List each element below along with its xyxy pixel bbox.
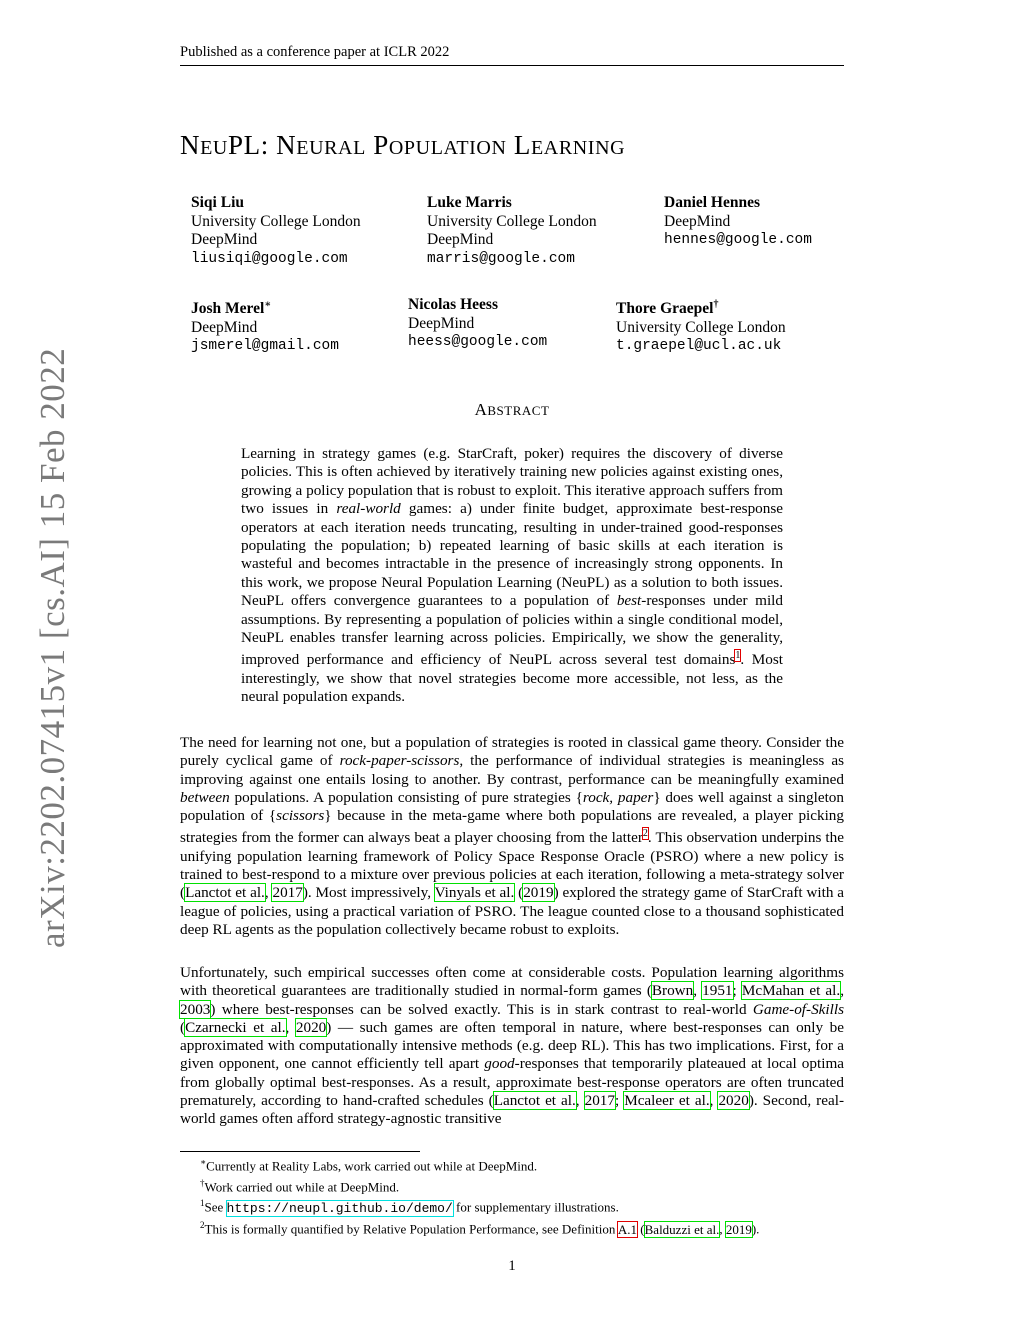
arxiv-identifier: arXiv:2202.07415v1 [cs.AI] 15 Feb 2022 <box>33 347 72 948</box>
citation-link[interactable]: Mcaleer et al. <box>624 1092 710 1110</box>
demo-url-link[interactable]: https://neupl.github.io/demo/ <box>226 1200 453 1216</box>
author-affiliation: University College London <box>191 212 361 230</box>
author-name: Thore Graepel† <box>616 299 719 318</box>
author-name: Luke Marris <box>427 194 512 211</box>
paragraph-intro: The need for learning not one, but a population of strategies is rooted in classical game theory. Consider the purely cyclical game of rock-paper-scissors, the performance of individual strategies is meaningless as improving against one entails losing to another. By contrast, performance can be meaningfully examined between populations. A population consisting of pure strategies {rock, paper} does well against a singleton population of {scissors} because in the meta-game where both populations are revealed, a player picking strategies from the former can always beat a player choosing from the latter$^2$. This observation underpins the unifying population learning framework of Policy Space Response Oracle (PSRO) where a new policy is trained to best-respond to a mixture over previous policies at each iteration, following a meta-strategy solver (Lanctot et al., 2017). Most impressively, Vinyals et al. (2019) explored the strategy game of StarCraft with a league of policies, using a practical variation of PSRO. The league counted close to a thousand sophisticated deep RL agents as the population collectively became robust to exploits. <box>180 734 845 939</box>
author-affiliation: DeepMind <box>191 318 258 336</box>
author-block <box>616 296 786 356</box>
author-email[interactable]: heess@google.com <box>408 334 548 350</box>
citation-link[interactable]: 2019 <box>523 884 554 902</box>
author-name: Daniel Hennes <box>664 194 761 211</box>
definition-link[interactable]: A.1 <box>617 1221 638 1237</box>
abstract-heading: ABSTRACT <box>474 400 550 419</box>
footnote: $^1$See https://neupl.github.io/demo/ for supplementary illustrations. <box>200 1198 619 1216</box>
author-affiliation: DeepMind <box>427 231 494 248</box>
author-email[interactable]: jsmerel@gmail.com <box>191 338 339 355</box>
citation-link[interactable]: 2019 <box>725 1221 752 1237</box>
author-email[interactable]: liusiqi@google.com <box>191 250 348 267</box>
citation-link[interactable]: Czarnecki et al. <box>185 1018 286 1036</box>
author-email[interactable]: hennes@google.com <box>664 232 812 248</box>
author-block <box>408 296 547 352</box>
affiliation-mark: † <box>713 299 719 310</box>
citation-link[interactable]: 2020 <box>718 1092 749 1110</box>
citation-link[interactable]: 2017 <box>272 884 303 902</box>
abstract-text: Learning in strategy games (e.g. StarCraft, poker) requires the discovery of diverse policies. This is often achieved by iteratively training new policies against existing ones, growing a policy population that is robust to exploit. This iterative approach suffers from two issues in real-world games: a) under finite budget, approximate best-response operators at each iteration needs truncating, resulting in under-trained good-responses populating the population; b) repeated learning of basic skills at each iteration is wasteful and becomes intractable in the presence of increasingly strong opponents. In this work, we propose Neural Population Learning (NeuPL) as a solution to both issues. NeuPL offers convergence guarantees to a population of best-responses under mild assumptions. By representing a population of policies within a single conditional model, NeuPL enables transfer learning across policies. Empirically, we show the generality, improved performance and efficiency of NeuPL across several test domains$^1$. Most interestingly, we show that novel strategies become more accessible, not less, as the neural population expands. <box>241 445 784 706</box>
running-header: Published as a conference paper at ICLR 2022 <box>180 44 844 66</box>
citation-link[interactable]: 2003 <box>180 1000 211 1018</box>
author-name: Nicolas Heess <box>408 296 498 313</box>
author-block <box>191 194 361 268</box>
author-name: Siqi Liu <box>191 194 244 211</box>
footnote-link[interactable]: 2 <box>642 828 648 840</box>
citation-link[interactable]: 2017 <box>584 1092 615 1110</box>
author-email[interactable]: marris@google.com <box>427 250 575 267</box>
author-email[interactable]: t.graepel@ucl.ac.uk <box>616 338 782 355</box>
author-affiliation: University College London <box>616 318 786 336</box>
footnote-divider <box>180 1151 420 1152</box>
citation-link[interactable]: Lanctot et al. <box>493 1092 576 1110</box>
page-number: 1 <box>508 1258 516 1274</box>
citation-link[interactable]: 1951 <box>702 982 733 1000</box>
author-name: Josh Merel∗ <box>191 299 272 318</box>
footnote: $^2$This is formally quantified by Relative Population Performance, see Definition A.1 (Balduzzi et al., 2019). <box>200 1220 760 1237</box>
author-affiliation: DeepMind <box>664 212 731 230</box>
citation-link[interactable]: Brown <box>651 982 694 1000</box>
author-block <box>427 194 597 268</box>
author-block <box>664 194 812 250</box>
paragraph-motivation: Unfortunately, such empirical successes often come at considerable costs. Population learning algorithms with theoretical guarantees are traditionally studied in normal-form games (Brown, 1951; McMahan et al., 2003) where best-responses can be solved exactly. This is in stark contrast to real-world Game-of-Skills (Czarnecki et al., 2020) — such games are often temporal in nature, where best-responses can only be approximated with computationally intensive methods (e.g. deep RL). This has two implications. First, for a given opponent, one cannot efficiently tell apart good-responses that temporarily plateaued at local optima from globally optimal best-responses. As a result, approximate best-response operators are often truncated prematurely, according to hand-crafted schedules (Lanctot et al., 2017; Mcaleer et al., 2020). Second, real-world games often afford strategy-agnostic transitive <box>180 964 844 1128</box>
citation-link[interactable]: 2020 <box>295 1018 327 1036</box>
citation-link[interactable]: Balduzzi et al. <box>644 1221 720 1237</box>
author-block <box>191 296 339 356</box>
paper-title: NEUPL: NEURAL POPULATION LEARNING <box>180 130 626 160</box>
footnote: ∗Currently at Reality Labs, work carried out while at DeepMind. <box>200 1157 538 1174</box>
citation-link[interactable]: Vinyals et al. <box>434 884 515 902</box>
footnotes <box>200 1154 860 1238</box>
citation-link[interactable]: McMahan et al. <box>741 982 841 1000</box>
footnote-link[interactable]: 1 <box>735 650 741 662</box>
author-affiliation: DeepMind <box>191 231 258 248</box>
citation-link[interactable]: Lanctot et al. <box>185 884 265 902</box>
author-affiliation: University College London <box>427 212 597 230</box>
footnote: †Work carried out while at DeepMind. <box>200 1177 400 1195</box>
affiliation-mark: ∗ <box>264 299 272 310</box>
author-affiliation: DeepMind <box>408 314 475 332</box>
